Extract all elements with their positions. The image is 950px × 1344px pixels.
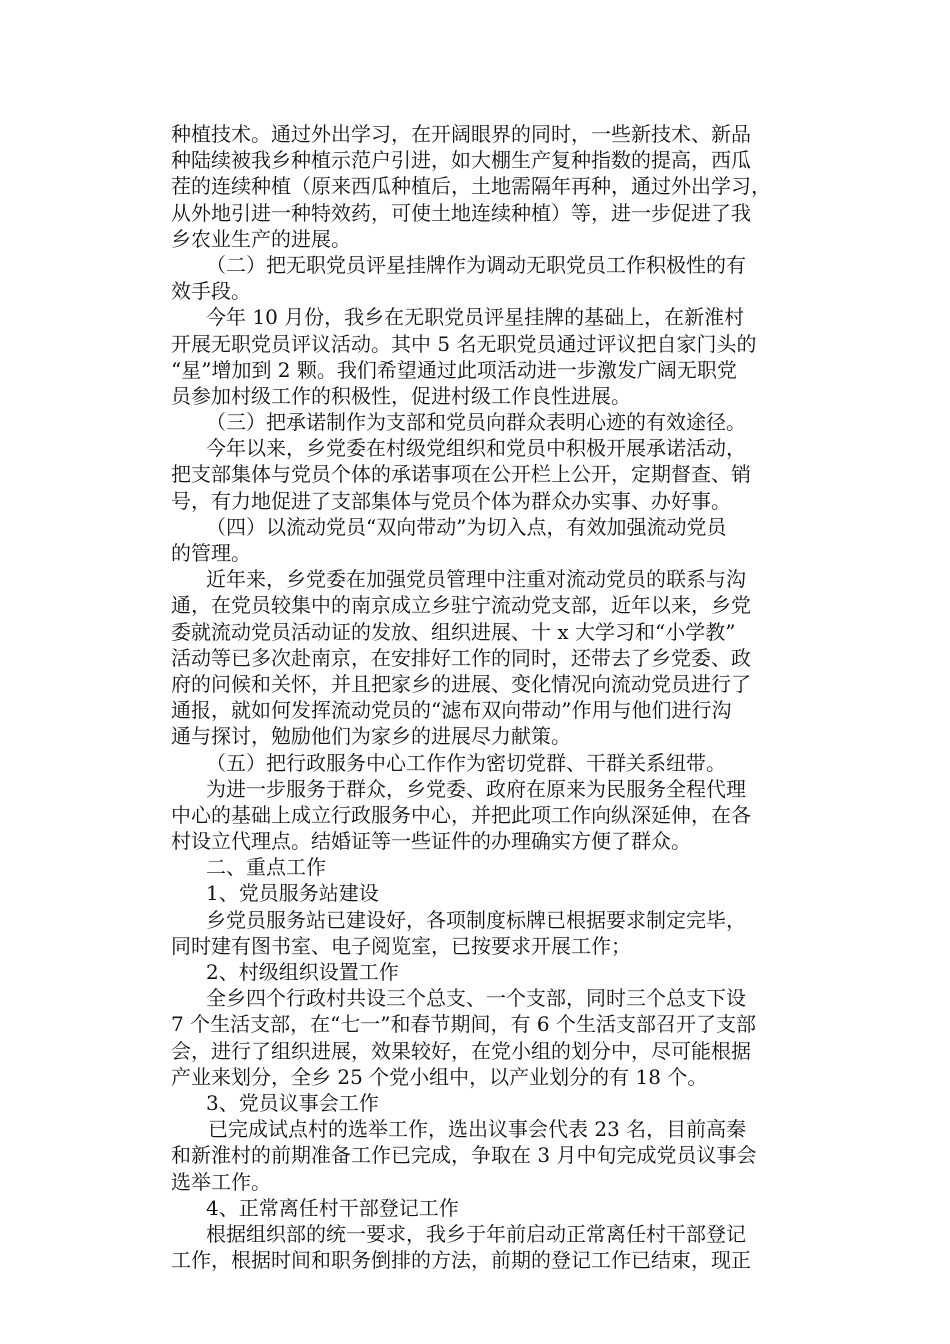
text-line: 今年 10 月份，我乡在无职党员评星挂牌的基础上，在新淮村 (206, 305, 745, 330)
text-line: 选举工作。 (171, 1169, 271, 1194)
text-line: 村设立代理点。结婚证等一些证件的办理确实方便了群众。 (171, 829, 691, 854)
text-line: 7 个生活支部，在“七一”和春节期间，有 6 个生活支部召开了支部 (171, 1012, 756, 1037)
text-line: 种陆续被我乡种植示范户引进，如大棚生产复种指数的提高，西瓜 (171, 148, 751, 173)
text-line: 通，在党员较集中的南京成立乡驻宁流动党支部，近年以来，乡党 (171, 593, 751, 618)
text-line: 府的问候和关怀，并且把家乡的进展、变化情况向流动党员进行了 (171, 671, 751, 696)
text-line: 全乡四个行政村共设三个总支、一个支部，同时三个总支下设 (206, 986, 746, 1011)
text-line: 产业来划分，全乡 25 个党小组中，以产业划分的有 18 个。 (171, 1064, 708, 1089)
text-line: 根据组织部的统一要求，我乡于年前启动正常离任村干部登记 (206, 1221, 746, 1246)
text-line: “星”增加到 2 颗。我们希望通过此项活动进一步激发广阔无职党 (171, 357, 737, 382)
text-line: 员参加村级工作的积极性，促进村级工作良性进展。 (171, 383, 631, 408)
text-line: 乡农业生产的进展。 (171, 226, 351, 251)
text-line: 通与探讨，勉励他们为家乡的进展尽力献策。 (171, 724, 571, 749)
text-line: 中心的基础上成立行政服务中心，并把此项工作向纵深延伸，在各 (171, 802, 751, 827)
text-line: 委就流动党员活动证的发放、组织进展、十 x 大学习和“小学教” (171, 619, 736, 644)
text-line: 为进一步服务于群众，乡党委、政府在原来为民服务全程代理 (206, 776, 746, 801)
text-line: 的管理。 (171, 541, 251, 565)
text-line: 同时建有图书室、电子阅览室，已按要求开展工作； (171, 933, 631, 958)
text-line: 近年来，乡党委在加强党员管理中注重对流动党员的联系与沟 (206, 567, 746, 592)
text-line: 4、正常离任村干部登记工作 (206, 1195, 459, 1220)
text-line: 开展无职党员评议活动。其中 5 名无职党员通过评议把自家门头的 (171, 331, 757, 356)
text-line: 活动等已多次赴南京，在安排好工作的同时，还带去了乡党委、政 (171, 645, 751, 670)
text-line: 种植技术。通过外出学习，在开阔眼界的同时，一些新技术、新品 (171, 122, 751, 146)
text-line: 今年以来，乡党委在村级党组织和党员中积极开展承诺活动， (206, 436, 746, 461)
text-line: 2、村级组织设置工作 (206, 960, 399, 984)
text-line: 会，进行了组织进展，效果较好，在党小组的划分中，尽可能根据 (171, 1038, 751, 1063)
text-line: 3、党员议事会工作 (206, 1090, 379, 1115)
text-line: 茬的连续种植（原来西瓜种植后，土地需隔年再种，通过外出学习， (171, 174, 771, 199)
text-line: 乡党员服务站已建设好，各项制度标牌已根据要求制定完毕， (206, 907, 746, 932)
text-line: （二）把无职党员评星挂牌作为调动无职党员工作积极性的有 (206, 252, 746, 277)
text-line: 二、重点工作 (206, 855, 326, 880)
text-line: 从外地引进一种特效药，可使土地连续种植）等，进一步促进了我 (171, 200, 751, 225)
text-line: 工作，根据时间和职务倒排的方法，前期的登记工作已结束，现正 (171, 1248, 751, 1273)
text-line: 号，有力地促进了支部集体与党员个体为群众办实事、办好事。 (171, 488, 731, 513)
text-line: （五）把行政服务中心工作作为密切党群、干群关系纽带。 (206, 750, 726, 775)
text-line: 通报，就如何发挥流动党员的“滤布双向带动”作用与他们进行沟 (171, 698, 732, 723)
text-line: 效手段。 (171, 279, 251, 304)
text-line: （四）以流动党员“双向带动”为切入点，有效加强流动党员 (206, 514, 727, 539)
document-page (171, 121, 811, 1273)
text-line: （三）把承诺制作为支部和党员向群众表明心迹的有效途径。 (206, 410, 746, 435)
text-line: 1、党员服务站建设 (206, 881, 379, 906)
text-line: 把支部集体与党员个体的承诺事项在公开栏上公开，定期督查、销 (171, 462, 751, 487)
text-line: 已完成试点村的选举工作，选出议事会代表 23 名，目前高秦 (208, 1117, 747, 1142)
text-line: 和新淮村的前期准备工作已完成，争取在 3 月中旬完成党员议事会 (171, 1143, 757, 1168)
